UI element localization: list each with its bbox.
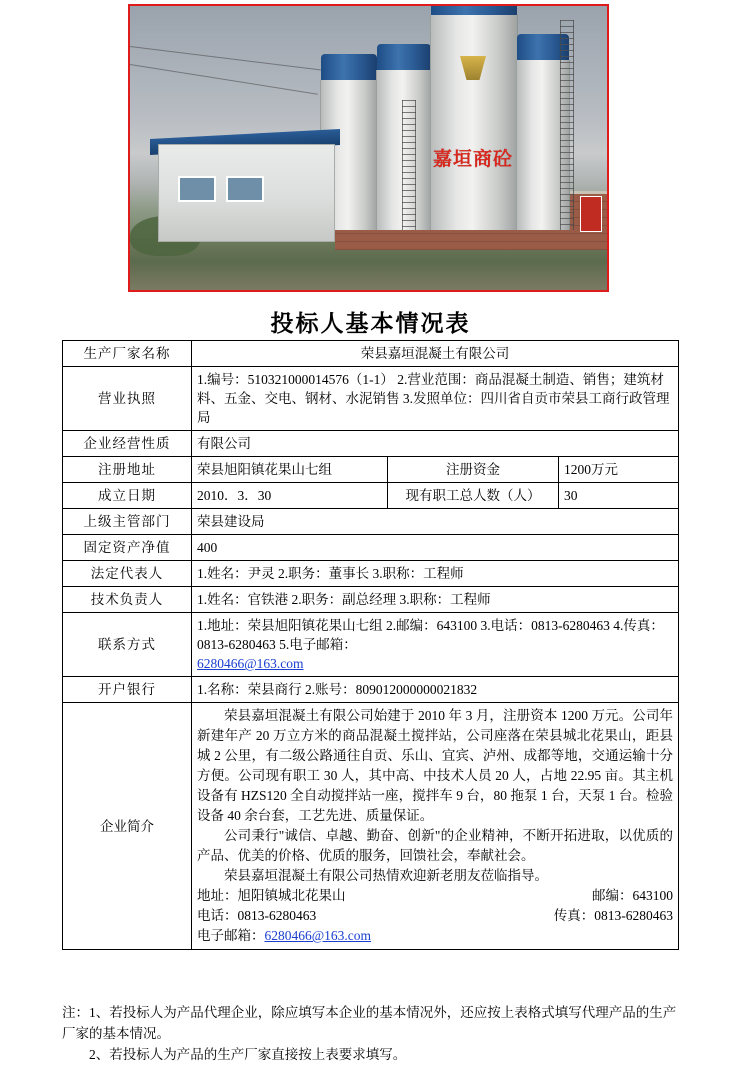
- bidder-info-table: [62, 340, 679, 950]
- table-row: [63, 483, 679, 509]
- intro-paragraph: 公司秉行"诚信、卓越、勤奋、创新"的企业精神，不断开拓进取，以优质的产品、优美的价格、优质的服务，回馈社会，奉献社会。: [197, 828, 673, 863]
- email-link[interactable]: 6280466@163.com: [197, 656, 304, 671]
- footnotes: [62, 1002, 679, 1065]
- row-value: 1.姓名：官铁港 2.职务：副总经理 3.职称：工程师: [192, 587, 679, 613]
- cement-silo: [430, 15, 518, 230]
- table-row: [63, 367, 679, 431]
- row-label: 联系方式: [63, 613, 192, 677]
- row-value-2: 30: [559, 483, 679, 509]
- row-label: 成立日期: [63, 483, 192, 509]
- intro-contact-line: [197, 886, 673, 906]
- silo-top: [431, 4, 517, 15]
- intro-email-wrap: [197, 926, 371, 946]
- row-value: 1.名称：荣县商行 2.账号：809012000000021832: [192, 677, 679, 703]
- footnote-1: 注：1、若投标人为产品代理企业，除应填写本企业的基本情况外，还应按上表格式填写代理产品的生产厂家的基本情况。: [62, 1005, 677, 1041]
- row-label: 上级主管部门: [63, 509, 192, 535]
- row-label: 开户银行: [63, 677, 192, 703]
- intro-email-label: 电子邮箱：: [197, 928, 265, 943]
- row-label: 企业经营性质: [63, 431, 192, 457]
- table-row-company-intro: [63, 703, 679, 950]
- intro-phone: 电话：0813-6280463: [197, 908, 317, 923]
- table-row: [63, 677, 679, 703]
- silo-top: [321, 54, 377, 80]
- intro-address: 地址：旭阳镇城北花果山: [197, 888, 346, 903]
- row-value: 有限公司: [192, 431, 679, 457]
- table-row: [63, 561, 679, 587]
- silo-top: [377, 44, 431, 70]
- row-label: 法定代表人: [63, 561, 192, 587]
- table-row: [63, 431, 679, 457]
- photo-scene: [130, 6, 607, 290]
- intro-fax: 传真：0813-6280463: [553, 908, 673, 923]
- row-label: 生产厂家名称: [63, 341, 192, 367]
- plant-photo: [128, 4, 609, 292]
- ladder: [402, 100, 416, 230]
- row-value: 荣县旭阳镇花果山七组: [192, 457, 388, 483]
- table-row: [63, 535, 679, 561]
- row-value-2: 1200万元: [559, 457, 679, 483]
- row-value: [192, 613, 679, 677]
- power-line: [130, 64, 318, 95]
- power-line: [130, 46, 329, 71]
- row-value: 1.编号：510321000014576（1-1） 2.营业范围：商品混凝土制造、销售；建筑材料、五金、交电、钢材、水泥销售 3.发照单位：四川省自贡市荣县工商行政管理局: [192, 367, 679, 431]
- row-label-2: 现有职工总人数（人）: [388, 483, 559, 509]
- intro-email-link[interactable]: 6280466@163.com: [264, 928, 372, 943]
- footnote-2: 2、若投标人为产品的生产厂家直接按上表要求填写。: [89, 1047, 407, 1062]
- contact-text: 1.地址：荣县旭阳镇花果山七组 2.邮编：643100 3.电话：0813-6280463 4.传真：0813-6280463 5.电子邮箱：: [197, 618, 664, 652]
- intro-postcode: 邮编：643100: [592, 888, 673, 903]
- table-row: [63, 341, 679, 367]
- table-row: [63, 457, 679, 483]
- ladder: [560, 20, 574, 230]
- row-value: 2010．3．30: [192, 483, 388, 509]
- table-row: [63, 613, 679, 677]
- intro-paragraph: 荣县嘉垣混凝土有限公司热情欢迎新老朋友莅临指导。: [224, 868, 548, 883]
- table-row: [63, 587, 679, 613]
- row-value: 400: [192, 535, 679, 561]
- row-label: 技术负责人: [63, 587, 192, 613]
- silo-company-text: 嘉垣商砼: [432, 149, 513, 170]
- intro-contact-line: [197, 926, 673, 946]
- row-label: 注册地址: [63, 457, 192, 483]
- row-value: 荣县嘉垣混凝土有限公司: [192, 341, 679, 367]
- row-label: 营业执照: [63, 367, 192, 431]
- intro-contact-line: [197, 906, 673, 926]
- window: [226, 176, 264, 202]
- row-label: 企业简介: [63, 703, 192, 950]
- red-sign: [580, 196, 602, 232]
- intro-paragraph: 荣县嘉垣混凝土有限公司始建于 2010 年 3 月，注册资本 1200 万元。公司年新建年产 20 万立方米的商品混凝土搅拌站，公司座落在荣县城北花果山，距县城 2 公里，有二级公路通往自贡、乐山、宜宾、泸州、成都等地，交通运输十分方便。公司现有职工 30 人，其中高、中技术人员 20 人，占地 22.95 亩。其主机设备有 HZS120 全自动搅拌站一座，搅拌车 9 台，80 拖泵 1 台，天泵 1 台。检验设备 40 余台套，工艺先进、质量保证。: [197, 708, 673, 823]
- row-value: 1.姓名：尹灵 2.职务：董事长 3.职称：工程师: [192, 561, 679, 587]
- table-row: [63, 509, 679, 535]
- window: [178, 176, 216, 202]
- row-label: 固定资产净值: [63, 535, 192, 561]
- page-title: 投标人基本情况表: [270, 311, 471, 336]
- row-value: 荣县建设局: [192, 509, 679, 535]
- company-intro: [192, 703, 679, 950]
- row-label-2: 注册资金: [388, 457, 559, 483]
